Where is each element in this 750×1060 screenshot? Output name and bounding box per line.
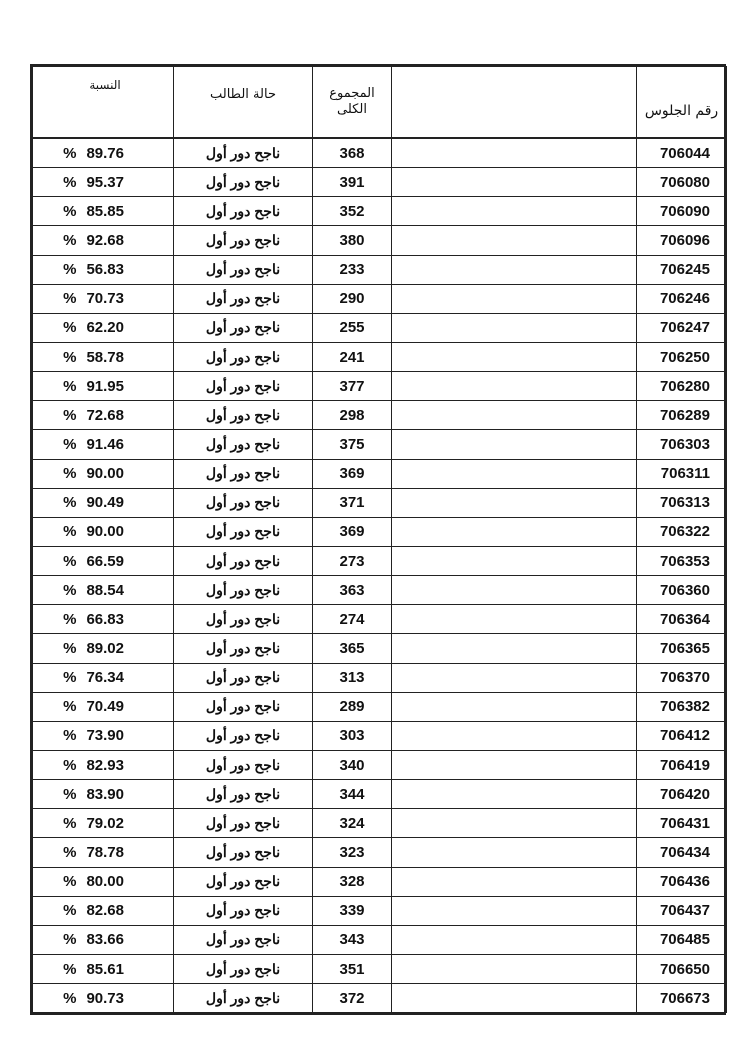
percentage-value: 76.34 <box>86 669 124 687</box>
total-cell: 369 <box>313 517 392 546</box>
status-cell: ناجح دور أول <box>174 401 313 430</box>
seat-number-cell: 706090 <box>637 197 727 226</box>
total-cell: 313 <box>313 663 392 692</box>
table-row <box>33 984 727 1013</box>
status-cell: ناجح دور أول <box>174 576 313 605</box>
percentage-cell <box>33 838 174 867</box>
seat-number-cell: 706370 <box>637 663 727 692</box>
seat-number-cell: 706485 <box>637 925 727 954</box>
percentage-cell <box>33 138 174 168</box>
percent-sign: % <box>63 406 77 424</box>
total-cell: 371 <box>313 488 392 517</box>
total-cell: 289 <box>313 692 392 721</box>
status-cell: ناجح دور أول <box>174 226 313 255</box>
status-cell: ناجح دور أول <box>174 692 313 721</box>
percentage-value: 90.00 <box>86 465 124 483</box>
percentage-value: 80.00 <box>86 873 124 891</box>
status-cell: ناجح دور أول <box>174 984 313 1013</box>
percent-sign: % <box>63 523 77 541</box>
percent-sign: % <box>63 348 77 366</box>
percentage-cell <box>33 954 174 983</box>
seat-number-cell: 706247 <box>637 313 727 342</box>
table-row <box>33 255 727 284</box>
percentage-cell <box>33 342 174 371</box>
blank-cell <box>392 838 637 867</box>
total-cell: 324 <box>313 809 392 838</box>
percent-sign: % <box>63 785 77 803</box>
total-cell: 255 <box>313 313 392 342</box>
total-cell: 233 <box>313 255 392 284</box>
status-cell: ناجح دور أول <box>174 954 313 983</box>
total-cell: 369 <box>313 459 392 488</box>
percentage-value: 62.20 <box>86 319 124 337</box>
status-cell: ناجح دور أول <box>174 546 313 575</box>
total-cell: 339 <box>313 896 392 925</box>
total-cell: 328 <box>313 867 392 896</box>
blank-cell <box>392 663 637 692</box>
table-row <box>33 401 727 430</box>
status-cell: ناجح دور أول <box>174 342 313 371</box>
percent-sign: % <box>63 319 77 337</box>
blank-cell <box>392 226 637 255</box>
percentage-cell <box>33 663 174 692</box>
blank-cell <box>392 780 637 809</box>
percent-sign: % <box>63 202 77 220</box>
percentage-cell <box>33 984 174 1013</box>
percentage-value: 78.78 <box>86 843 124 861</box>
total-cell: 241 <box>313 342 392 371</box>
seat-number-cell: 706280 <box>637 372 727 401</box>
status-cell: ناجح دور أول <box>174 634 313 663</box>
seat-number-cell: 706382 <box>637 692 727 721</box>
percentage-cell <box>33 750 174 779</box>
percent-sign: % <box>63 610 77 628</box>
table-row <box>33 459 727 488</box>
percent-sign: % <box>63 989 77 1007</box>
results-table <box>32 66 727 1013</box>
percentage-value: 88.54 <box>86 581 124 599</box>
status-cell: ناجح دور أول <box>174 138 313 168</box>
blank-cell <box>392 984 637 1013</box>
blank-cell <box>392 284 637 313</box>
percentage-cell <box>33 372 174 401</box>
percent-sign: % <box>63 698 77 716</box>
total-cell: 372 <box>313 984 392 1013</box>
table-row <box>33 517 727 546</box>
percentage-value: 91.46 <box>86 435 124 453</box>
table-row <box>33 605 727 634</box>
status-cell: ناجح دور أول <box>174 809 313 838</box>
blank-cell <box>392 605 637 634</box>
table-row <box>33 313 727 342</box>
percentage-cell <box>33 284 174 313</box>
percentage-value: 90.49 <box>86 494 124 512</box>
percentage-value: 85.61 <box>86 960 124 978</box>
percentage-cell <box>33 313 174 342</box>
percentage-cell <box>33 546 174 575</box>
percent-sign: % <box>63 465 77 483</box>
percentage-cell <box>33 430 174 459</box>
percent-sign: % <box>63 435 77 453</box>
table-row <box>33 342 727 371</box>
table-row <box>33 663 727 692</box>
table-row <box>33 954 727 983</box>
seat-number-cell: 706313 <box>637 488 727 517</box>
seat-number-cell: 706096 <box>637 226 727 255</box>
seat-number-cell: 706420 <box>637 780 727 809</box>
table-row <box>33 488 727 517</box>
seat-number-cell: 706436 <box>637 867 727 896</box>
table-row <box>33 721 727 750</box>
seat-number-cell: 706364 <box>637 605 727 634</box>
total-cell: 343 <box>313 925 392 954</box>
total-cell: 365 <box>313 634 392 663</box>
percentage-value: 85.85 <box>86 202 124 220</box>
blank-cell <box>392 634 637 663</box>
header-seat-number: رقم الجلوس <box>637 67 727 139</box>
blank-cell <box>392 721 637 750</box>
status-cell: ناجح دور أول <box>174 284 313 313</box>
blank-cell <box>392 372 637 401</box>
percentage-value: 89.76 <box>86 144 124 162</box>
blank-cell <box>392 342 637 371</box>
total-cell: 290 <box>313 284 392 313</box>
percentage-value: 82.93 <box>86 756 124 774</box>
table-row <box>33 780 727 809</box>
total-cell: 274 <box>313 605 392 634</box>
percentage-value: 83.90 <box>86 785 124 803</box>
percent-sign: % <box>63 843 77 861</box>
status-cell: ناجح دور أول <box>174 896 313 925</box>
seat-number-cell: 706673 <box>637 984 727 1013</box>
total-cell: 351 <box>313 954 392 983</box>
percent-sign: % <box>63 902 77 920</box>
blank-cell <box>392 138 637 168</box>
percentage-value: 56.83 <box>86 261 124 279</box>
status-cell: ناجح دور أول <box>174 838 313 867</box>
table-row <box>33 546 727 575</box>
table-row <box>33 430 727 459</box>
seat-number-cell: 706353 <box>637 546 727 575</box>
status-cell: ناجح دور أول <box>174 867 313 896</box>
percentage-cell <box>33 226 174 255</box>
percentage-value: 83.66 <box>86 931 124 949</box>
percentage-cell <box>33 605 174 634</box>
percentage-cell <box>33 634 174 663</box>
percent-sign: % <box>63 931 77 949</box>
table-row <box>33 750 727 779</box>
seat-number-cell: 706311 <box>637 459 727 488</box>
percentage-cell <box>33 721 174 750</box>
percentage-cell <box>33 255 174 284</box>
status-cell: ناجح دور أول <box>174 605 313 634</box>
percentage-cell <box>33 459 174 488</box>
blank-cell <box>392 546 637 575</box>
percent-sign: % <box>63 639 77 657</box>
status-cell: ناجح دور أول <box>174 780 313 809</box>
percent-sign: % <box>63 290 77 308</box>
percentage-value: 58.78 <box>86 348 124 366</box>
percentage-cell <box>33 780 174 809</box>
percent-sign: % <box>63 814 77 832</box>
blank-cell <box>392 809 637 838</box>
percentage-value: 70.49 <box>86 698 124 716</box>
percentage-value: 82.68 <box>86 902 124 920</box>
percentage-cell <box>33 517 174 546</box>
seat-number-cell: 706360 <box>637 576 727 605</box>
table-row <box>33 896 727 925</box>
seat-number-cell: 706245 <box>637 255 727 284</box>
percent-sign: % <box>63 494 77 512</box>
table-row <box>33 692 727 721</box>
percentage-cell <box>33 867 174 896</box>
total-cell: 380 <box>313 226 392 255</box>
seat-number-cell: 706303 <box>637 430 727 459</box>
table-row <box>33 284 727 313</box>
percentage-cell <box>33 168 174 197</box>
percent-sign: % <box>63 261 77 279</box>
seat-number-cell: 706289 <box>637 401 727 430</box>
total-cell: 298 <box>313 401 392 430</box>
percent-sign: % <box>63 756 77 774</box>
percentage-value: 92.68 <box>86 231 124 249</box>
seat-number-cell: 706080 <box>637 168 727 197</box>
blank-cell <box>392 401 637 430</box>
blank-cell <box>392 197 637 226</box>
table-row <box>33 168 727 197</box>
seat-number-cell: 706434 <box>637 838 727 867</box>
percentage-cell <box>33 401 174 430</box>
status-cell: ناجح دور أول <box>174 517 313 546</box>
percentage-value: 89.02 <box>86 639 124 657</box>
seat-number-cell: 706322 <box>637 517 727 546</box>
blank-cell <box>392 867 637 896</box>
status-cell: ناجح دور أول <box>174 197 313 226</box>
status-cell: ناجح دور أول <box>174 168 313 197</box>
percentage-value: 66.59 <box>86 552 124 570</box>
header-total: المجموع الكلى <box>313 67 392 139</box>
percentage-value: 91.95 <box>86 377 124 395</box>
total-cell: 368 <box>313 138 392 168</box>
blank-cell <box>392 313 637 342</box>
blank-cell <box>392 168 637 197</box>
status-cell: ناجح دور أول <box>174 721 313 750</box>
seat-number-cell: 706365 <box>637 634 727 663</box>
percentage-value: 90.73 <box>86 989 124 1007</box>
percentage-value: 72.68 <box>86 406 124 424</box>
status-cell: ناجح دور أول <box>174 488 313 517</box>
percent-sign: % <box>63 231 77 249</box>
blank-cell <box>392 255 637 284</box>
header-blank <box>392 67 637 139</box>
seat-number-cell: 706650 <box>637 954 727 983</box>
status-cell: ناجح دور أول <box>174 925 313 954</box>
total-cell: 340 <box>313 750 392 779</box>
total-cell: 273 <box>313 546 392 575</box>
percentage-cell <box>33 197 174 226</box>
percentage-value: 79.02 <box>86 814 124 832</box>
table-row <box>33 809 727 838</box>
header-percentage: النسبة <box>33 67 174 139</box>
table-row <box>33 576 727 605</box>
status-cell: ناجح دور أول <box>174 430 313 459</box>
status-cell: ناجح دور أول <box>174 750 313 779</box>
percent-sign: % <box>63 377 77 395</box>
table-row <box>33 197 727 226</box>
blank-cell <box>392 925 637 954</box>
percentage-cell <box>33 576 174 605</box>
blank-cell <box>392 692 637 721</box>
seat-number-cell: 706412 <box>637 721 727 750</box>
status-cell: ناجح دور أول <box>174 255 313 284</box>
percent-sign: % <box>63 960 77 978</box>
percentage-value: 90.00 <box>86 523 124 541</box>
status-cell: ناجح دور أول <box>174 313 313 342</box>
percent-sign: % <box>63 552 77 570</box>
results-sheet <box>30 64 726 1015</box>
status-cell: ناجح دور أول <box>174 459 313 488</box>
seat-number-cell: 706437 <box>637 896 727 925</box>
seat-number-cell: 706431 <box>637 809 727 838</box>
percent-sign: % <box>63 727 77 745</box>
header-row <box>33 67 727 139</box>
percentage-cell <box>33 692 174 721</box>
total-cell: 377 <box>313 372 392 401</box>
seat-number-cell: 706419 <box>637 750 727 779</box>
seat-number-cell: 706246 <box>637 284 727 313</box>
percentage-cell <box>33 896 174 925</box>
blank-cell <box>392 430 637 459</box>
total-cell: 352 <box>313 197 392 226</box>
total-cell: 303 <box>313 721 392 750</box>
total-cell: 344 <box>313 780 392 809</box>
total-cell: 391 <box>313 168 392 197</box>
blank-cell <box>392 517 637 546</box>
blank-cell <box>392 459 637 488</box>
table-row <box>33 867 727 896</box>
status-cell: ناجح دور أول <box>174 372 313 401</box>
blank-cell <box>392 488 637 517</box>
total-cell: 323 <box>313 838 392 867</box>
total-cell: 375 <box>313 430 392 459</box>
percentage-value: 95.37 <box>86 173 124 191</box>
percent-sign: % <box>63 873 77 891</box>
table-row <box>33 138 727 168</box>
table-row <box>33 226 727 255</box>
percentage-value: 73.90 <box>86 727 124 745</box>
results-body <box>33 138 727 1013</box>
table-row <box>33 838 727 867</box>
seat-number-cell: 706044 <box>637 138 727 168</box>
percent-sign: % <box>63 581 77 599</box>
blank-cell <box>392 750 637 779</box>
blank-cell <box>392 896 637 925</box>
table-row <box>33 634 727 663</box>
percentage-value: 66.83 <box>86 610 124 628</box>
percentage-cell <box>33 809 174 838</box>
percent-sign: % <box>63 144 77 162</box>
seat-number-cell: 706250 <box>637 342 727 371</box>
percent-sign: % <box>63 173 77 191</box>
percentage-cell <box>33 488 174 517</box>
percentage-cell <box>33 925 174 954</box>
percent-sign: % <box>63 669 77 687</box>
total-cell: 363 <box>313 576 392 605</box>
percentage-value: 70.73 <box>86 290 124 308</box>
blank-cell <box>392 576 637 605</box>
header-status: حالة الطالب <box>174 67 313 139</box>
table-row <box>33 372 727 401</box>
table-row <box>33 925 727 954</box>
blank-cell <box>392 954 637 983</box>
status-cell: ناجح دور أول <box>174 663 313 692</box>
